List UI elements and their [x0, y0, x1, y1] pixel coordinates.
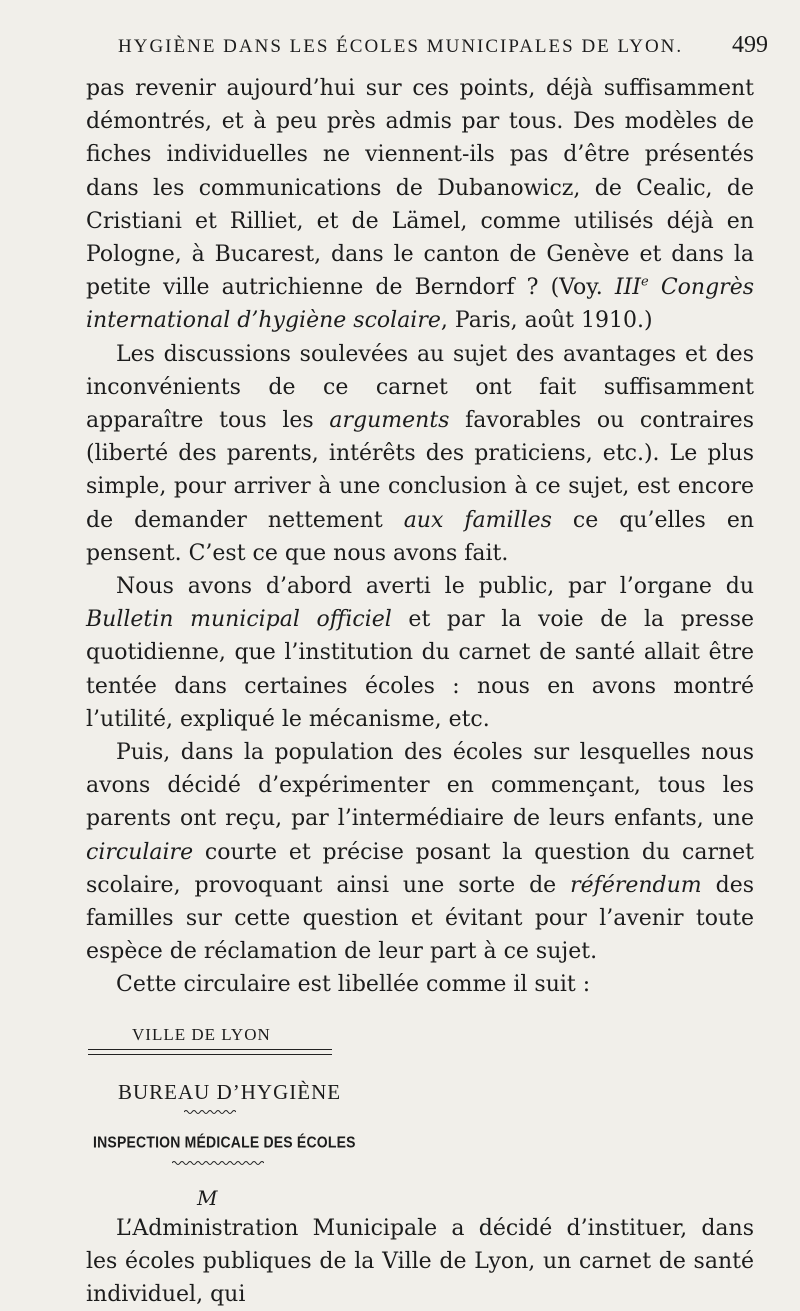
italic-arguments: arguments: [329, 408, 450, 434]
paragraph-4: [86, 736, 754, 968]
italic-referendum: référendum: [570, 872, 702, 898]
running-head: [118, 32, 768, 58]
body-text: [86, 72, 754, 1002]
letterhead-service: INSPECTION MÉDICALE DES ÉCOLES: [93, 1133, 356, 1151]
paragraph-2-text: Les discussions soulevées au sujet des avantages et des inconvénients de ce carnet ont fait suffisamment apparaître tous les: [86, 341, 754, 434]
paragraph-4-end: des familles sur cette question et évitant pour l’avenir toute espèce de réclamation de leur part à ce sujet.: [86, 872, 755, 965]
letter-paragraph: L’Administration Municipale a décidé d’instituer, dans les écoles publiques de la Ville de Lyon, un carnet de santé individuel, qui: [86, 1216, 754, 1307]
wavy-ornament: [172, 1160, 264, 1166]
italic-bulletin: Bulletin municipal officiel: [86, 607, 392, 633]
paragraph-2: [86, 338, 754, 570]
paragraph-3: [86, 570, 754, 736]
congress-numeral-suffix: e: [641, 274, 649, 290]
wavy-ornament: [184, 1109, 236, 1115]
paragraph-2-end: ce qu’elles en pensent. C’est ce que nous avons fait.: [86, 507, 755, 566]
congress-title: Congrès international d’hygiène scolaire: [86, 275, 754, 334]
page-number: 499: [732, 32, 768, 58]
letter-salutation: M: [197, 1186, 218, 1210]
paragraph-1-end: , Paris, août 1910.): [440, 308, 653, 334]
paragraph-1-text: pas revenir aujourd’hui sur ces points, déjà suffisamment démontrés, et à peu près admis par tous. Des modèles de fiches individuelles ne viennent-ils pas d’être présentés dans les communications de Dubanowicz, de Cealic, de Cristiani et Rilliet, et de Lämel, comme utilisés déjà en Pologne, à Bucarest, dans le canton de Genève et dans la petite ville autrichienne de Berndorf ? (Voy.: [86, 76, 754, 301]
italic-circulaire: circulaire: [86, 839, 194, 865]
italic-aux-familles: aux familles: [403, 507, 552, 533]
letter-text: [86, 1212, 754, 1311]
paragraph-5: Cette circulaire est libellée comme il suit :: [116, 972, 591, 998]
congress-numeral: III: [614, 275, 641, 301]
paragraph-1: [86, 72, 754, 338]
letterhead-bureau: BUREAU D’HYGIÈNE: [118, 1080, 342, 1104]
letterhead-city: VILLE DE LYON: [132, 1025, 271, 1044]
running-title: HYGIÈNE DANS LES ÉCOLES MUNICIPALES DE LYON.: [118, 36, 684, 57]
double-rule-divider: [88, 1049, 332, 1055]
paragraph-2-middle: favorables ou contraires (liberté des parents, intérêts des praticiens, etc.). Le plus simple, pour arriver à une conclusion à ce sujet, est encore de demander nettement: [86, 408, 754, 533]
paragraph-4-text: Puis, dans la population des écoles sur lesquelles nous avons décidé d’expérimenter en commençant, tous les parents ont reçu, par l’intermédiaire de leurs enfants, une: [86, 740, 754, 832]
paragraph-3-end: et par la voie de la presse quotidienne, que l’institution du carnet de santé allait être tentée dans certaines écoles : nous en avons montré l’utilité, expliqué le mécanisme, etc.: [86, 607, 754, 732]
paragraph-4-middle: courte et précise posant la question du carnet scolaire, provoquant ainsi une sorte de: [86, 839, 754, 898]
paragraph-3-text: Nous avons d’abord averti le public, par l’organe du: [116, 574, 754, 600]
